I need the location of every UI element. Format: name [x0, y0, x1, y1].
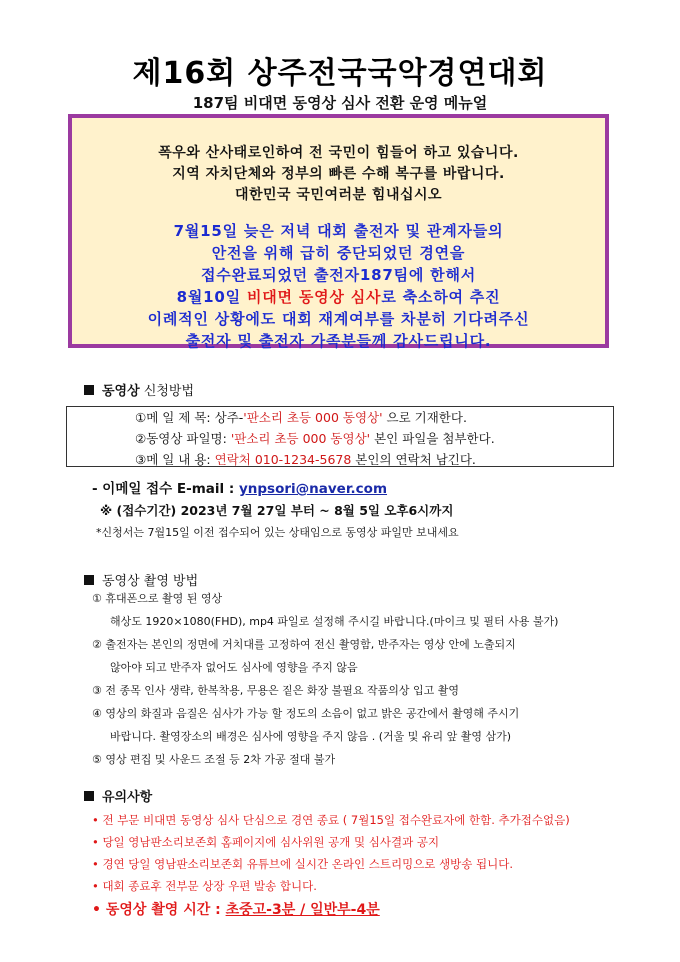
row-text: 본인 파일을 첨부한다.: [370, 431, 495, 446]
notice-line: 대한민국 국민여러분 힘내십시오: [234, 187, 443, 203]
caution-item-4: • 대회 종료후 전부문 상장 우편 발송 합니다.: [92, 879, 317, 893]
row-text: 본인의 연락처 남긴다.: [351, 452, 476, 467]
notice-line: [72, 286, 605, 307]
notice-line: 지역 자치단체와 정부의 빠른 수해 복구를 바랍니다.: [172, 166, 505, 182]
notice-line: 안전을 위해 급히 중단되었던 경연을: [211, 244, 466, 262]
apply-heading: [84, 380, 194, 399]
square-bullet-icon: [84, 575, 94, 585]
filming-item-2: ② 출전자는 본인의 정면에 거치대를 고정하여 전신 촬영함, 반주자는 영상 안에 노출되지: [92, 638, 516, 651]
email-link[interactable]: ynpsori@naver.com: [238, 481, 388, 497]
row-highlight: '판소리 초등 000 동영상': [230, 431, 371, 446]
page-subtitle: 187팀 비대면 동영상 심사 전환 운영 메뉴얼: [192, 94, 488, 112]
square-bullet-icon: [84, 385, 94, 395]
email-line: [92, 477, 387, 497]
caution-time: [92, 899, 380, 919]
email-label: - 이메일 접수 E-mail :: [92, 481, 239, 497]
page-title: 제16회 상주전국국악경연대회: [132, 56, 548, 91]
filming-item-5: ⑤ 영상 편집 및 사운드 조절 등 2차 가공 절대 불가: [92, 753, 336, 766]
caution-item-1: • 전 부문 비대면 동영상 심사 단심으로 경연 종료 ( 7월15일 접수완료자에 한함. 추가접수없음): [92, 813, 570, 827]
filming-heading: [84, 570, 198, 589]
notice-line: 7월15일 늦은 저녁 대회 출전자 및 관계자들의: [173, 222, 504, 240]
row-highlight: 연락처 010-1234-5678: [214, 452, 352, 467]
apply-heading-rest: 신청방법: [139, 384, 195, 399]
caution-item-2: • 당일 영남판소리보존회 홈페이지에 심사위원 공개 및 심사결과 공지: [92, 835, 440, 849]
notice-text: 8월10일: [176, 288, 247, 306]
filming-item-2b: 않아야 되고 반주자 없어도 심사에 영향을 주지 않음: [110, 661, 358, 674]
notice-line: 접수완료되었던 출전자187팀에 한해서: [200, 266, 477, 284]
caution-heading-text: 유의사항: [102, 790, 153, 805]
row-text: 상주-: [210, 410, 244, 425]
filming-item-1: ① 휴대폰으로 촬영 된 영상: [92, 592, 223, 605]
filming-heading-text: 동영상 촬영 방법: [102, 574, 199, 589]
notice-box: [68, 114, 609, 348]
row-label: ②동영상 파일명:: [135, 431, 227, 446]
square-bullet-icon: [84, 791, 94, 801]
note-line: *신청서는 7월15일 이전 접수되어 있는 상태임으로 동영상 파일만 보내세요: [96, 526, 459, 539]
row-label: ③메 일 내 용:: [135, 452, 211, 467]
notice-text: 로 축소하여 추진: [381, 288, 501, 306]
filming-item-4: ④ 영상의 화질과 음질은 심사가 가능 할 정도의 소음이 없고 밝은 공간에서 촬영해 주시기: [92, 707, 520, 720]
caution-item-3: • 경연 당일 영남판소리보존회 유튜브에 실시간 온라인 스트리밍으로 생방송 됩니다.: [92, 857, 514, 871]
notice-highlight: 비대면 동영상 심사: [246, 288, 382, 306]
time-label: • 동영상 촬영 시간 :: [92, 902, 226, 918]
filming-item-4b: 바랍니다. 촬영장소의 배경은 심사에 영향을 주지 않음 . (거울 및 유리 앞 촬영 삼가): [110, 730, 512, 743]
apply-row-1: [135, 408, 467, 426]
time-value: 초중고-3분 / 일반부-4분: [225, 902, 380, 918]
apply-row-2: [135, 429, 495, 447]
apply-row-3: [135, 450, 476, 468]
notice-line: 이례적인 상황에도 대회 재계여부를 차분히 기다려주신: [147, 310, 530, 328]
filming-item-3: ③ 전 종목 인사 생략, 한복착용, 무용은 짙은 화장 불필요 작품의상 입고 촬영: [92, 684, 459, 697]
row-text: 으로 기재한다.: [382, 410, 467, 425]
notice-line: 출전자 및 출전자 가족분들께 감사드립니다.: [185, 332, 492, 350]
row-highlight: '판소리 초등 000 동영상': [243, 410, 383, 425]
filming-item-1b: 해상도 1920×1080(FHD), mp4 파일로 설정해 주시길 바랍니다.(마이크 및 필터 사용 불가): [110, 615, 559, 628]
row-label: ①메 일 제 목:: [135, 410, 211, 425]
notice-line: 폭우와 산사태로인하여 전 국민이 힘들어 하고 있습니다.: [158, 145, 519, 161]
caution-heading: [84, 786, 152, 805]
apply-heading-bold: 동영상: [102, 384, 140, 399]
period-line: ※ (접수기간) 2023년 7월 27일 부터 ~ 8월 5일 오후6시까지: [100, 503, 454, 518]
